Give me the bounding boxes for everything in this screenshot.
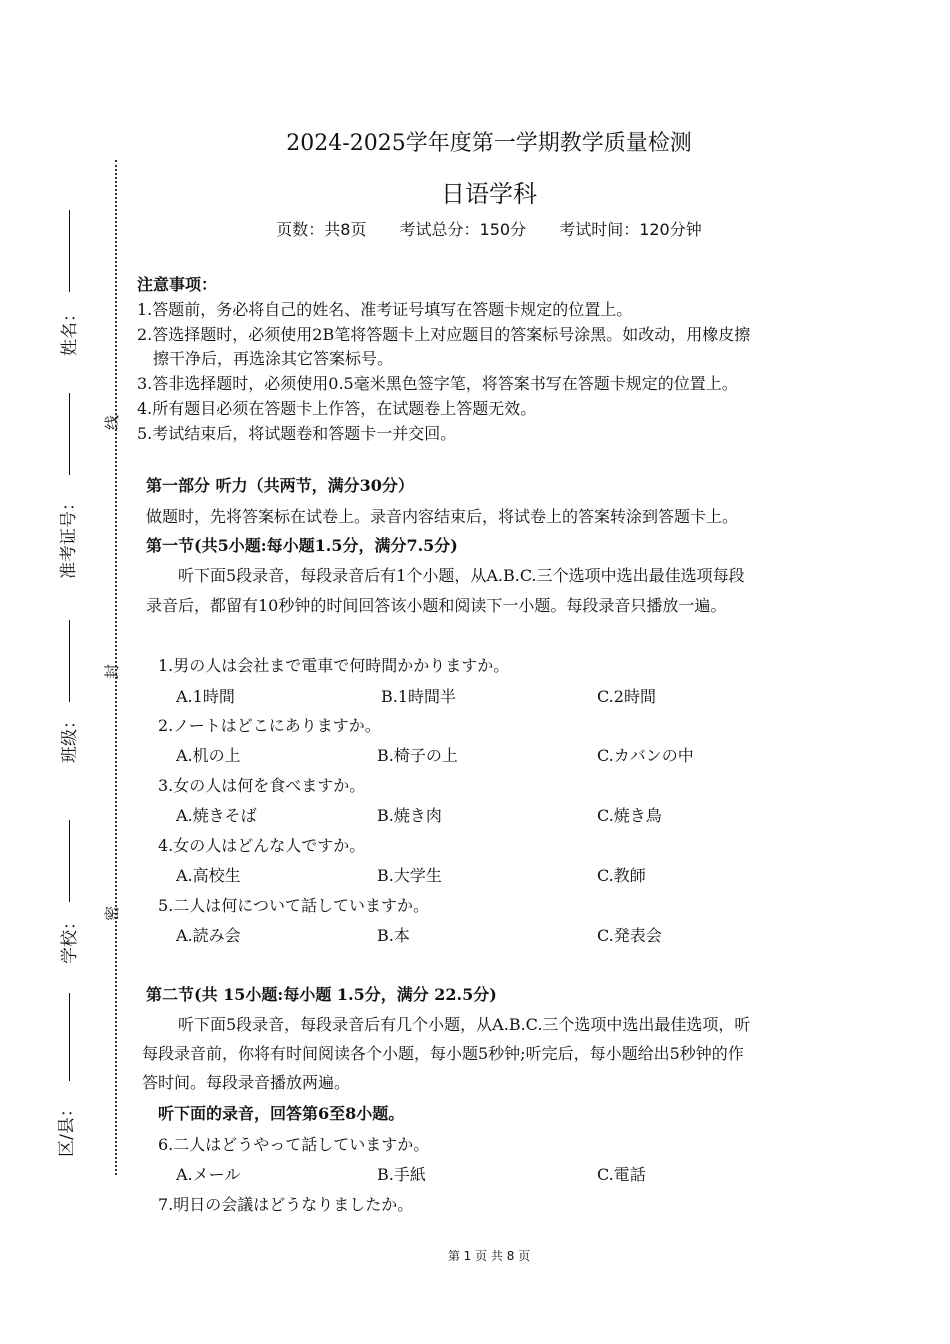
exam-id-label: 准考证号：: [59, 494, 79, 579]
notice-item: 3.答非选择题时，必须使用0.5毫米黑色签字笔，将答案书写在答题卡规定的位置上。: [137, 374, 738, 393]
district-label: 区/县：: [56, 1100, 77, 1157]
section2-sub-heading: 听下面的录音，回答第6至8小题。: [158, 1104, 405, 1123]
class-label: 班级：: [60, 712, 80, 763]
page-footer: 第 1 页 共 8 页: [447, 1249, 531, 1263]
section2-instruction-line: 每段录音前，你将有时间阅读各个小题，每小题5秒钟;听完后，每小题给出5秒钟的作: [142, 1044, 744, 1063]
option-b: B.大学生: [377, 866, 442, 885]
option-b: B.本: [377, 926, 410, 945]
part1-heading: 第一部分 听力（共两节，满分30分）: [146, 476, 414, 495]
section2-instruction-line: 答时间。每段录音播放两遍。: [142, 1073, 351, 1092]
option-c: C.カバンの中: [597, 746, 694, 765]
notice-item: 5.考试结束后，将试题卷和答题卡一并交回。: [137, 424, 457, 443]
notice-item: 2.答选择题时，必须使用2B笔将答题卡上对应题目的答案标号涂黑。如改动，用橡皮擦: [137, 325, 751, 344]
seal-mark-line: 线: [103, 414, 122, 431]
option-c: C.焼き鳥: [597, 806, 662, 825]
page-count: 页数：共8页: [276, 220, 367, 239]
option-c: C.発表会: [597, 926, 662, 945]
class-blank-line: [69, 620, 70, 702]
question-1: 1.男の人は会社まで電車で何時間かかりますか。: [158, 656, 510, 675]
question-5: 5.二人は何について話していますか。: [158, 896, 429, 915]
subject-title: 日语学科: [441, 180, 537, 208]
school-label: 学校：: [60, 913, 80, 964]
section1-heading: 第一节(共5小题:每小题1.5分，满分7.5分): [146, 536, 458, 555]
question-3: 3.女の人は何を食べますか。: [158, 776, 366, 795]
seal-mark-seal: 封: [103, 663, 122, 680]
name-blank-line: [69, 210, 70, 292]
notice-item: 擦干净后，再选涂其它答案标号。: [153, 349, 394, 368]
option-c: C.電話: [597, 1165, 646, 1184]
section2-instruction-line: 听下面5段录音，每段录音后有几个小题，从A.B.C.三个选项中选出最佳选项，听: [178, 1015, 751, 1034]
total-score: 考试总分：150分: [399, 220, 527, 239]
option-c: C.教師: [597, 866, 646, 885]
exam-title: 2024-2025学年度第一学期教学质量检测: [286, 131, 692, 156]
option-a: A.メール: [176, 1165, 241, 1184]
option-a: A.机の上: [176, 746, 241, 765]
option-a: A.読み会: [176, 926, 241, 945]
notice-heading: 注意事项：: [137, 275, 218, 294]
district-blank-line: [69, 993, 70, 1081]
question-7: 7.明日の会議はどうなりましたか。: [158, 1195, 414, 1214]
option-b: B.椅子の上: [377, 746, 458, 765]
option-b: B.1時間半: [381, 687, 457, 706]
section2-heading: 第二节(共 15小题:每小题 1.5分，满分 22.5分): [146, 985, 497, 1004]
option-b: B.手紙: [377, 1165, 426, 1184]
option-a: A.1時間: [176, 687, 235, 706]
option-c: C.2時間: [597, 687, 656, 706]
exam-meta: [0, 217, 950, 240]
notice-item: 4.所有题目必须在答题卡上作答，在试题卷上答题无效。: [137, 399, 537, 418]
question-6: 6.二人はどうやって話していますか。: [158, 1135, 430, 1154]
school-blank-line: [69, 820, 70, 902]
notice-item: 1.答题前，务必将自己的姓名、准考证号填写在答题卡规定的位置上。: [137, 300, 633, 319]
option-a: A.焼きそば: [176, 806, 257, 825]
section1-instruction-line: 听下面5段录音，每段录音后有1个小题，从A.B.C.三个选项中选出最佳选项每段: [178, 566, 745, 585]
name-label: 姓名：: [60, 305, 80, 356]
seal-mark-secret: 密: [103, 905, 122, 922]
option-a: A.高校生: [176, 866, 241, 885]
option-b: B.焼き肉: [377, 806, 442, 825]
question-2: 2.ノートはどこにありますか。: [158, 716, 381, 735]
exam-duration: 考试时间：120分钟: [559, 220, 702, 239]
section1-instruction-line: 录音后，都留有10秒钟的时间回答该小题和阅读下一小题。每段录音只播放一遍。: [146, 596, 727, 615]
part1-instruction: 做题时，先将答案标在试卷上。录音内容结束后，将试卷上的答案转涂到答题卡上。: [146, 507, 739, 526]
question-4: 4.女の人はどんな人ですか。: [158, 836, 366, 855]
exam-id-blank-line: [69, 393, 70, 475]
